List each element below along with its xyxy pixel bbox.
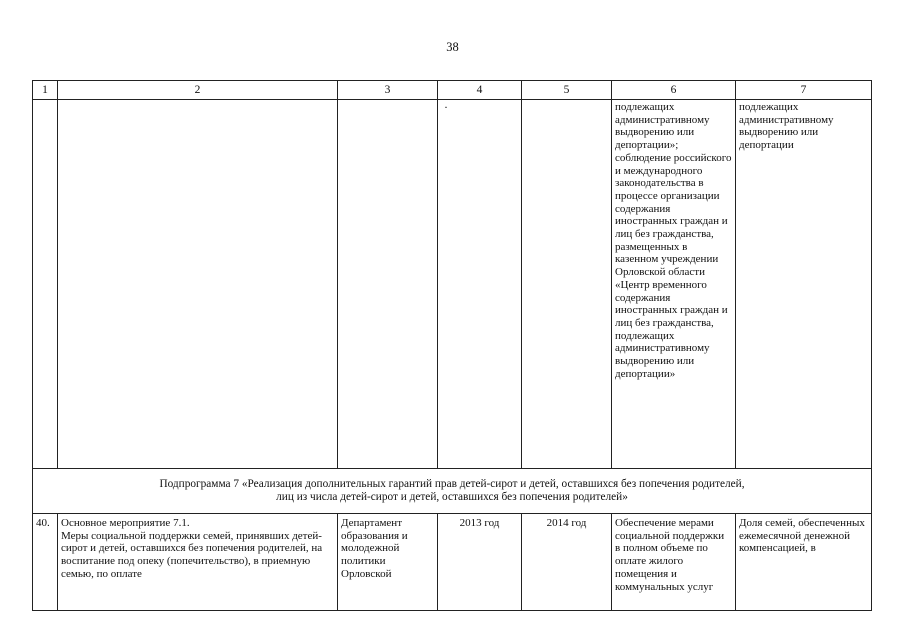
cell-end xyxy=(522,100,612,469)
cell-start: 2013 год xyxy=(438,514,522,611)
measure-description: Меры социальной поддержки семей, принявших детей-сирот и детей, оставшихся без попечения родителей, на воспитание под опеку (попечительство), в приемную семью, по оплате xyxy=(61,529,323,580)
cell-executor: Департамент образования и молодежной политики Орловской xyxy=(338,514,438,611)
column-header: 4 xyxy=(438,81,522,100)
cell-end: 2014 год xyxy=(522,514,612,611)
column-header: 6 xyxy=(612,81,736,100)
cell-measure xyxy=(58,514,338,611)
column-header: 3 xyxy=(338,81,438,100)
column-number-row xyxy=(33,81,872,100)
subprogram-heading xyxy=(33,469,872,514)
cell-start xyxy=(438,100,522,469)
cell-indicator: Доля семей, обеспеченных ежемесячной денежной компенсацией, в xyxy=(736,514,872,611)
cell-num: 40. xyxy=(33,514,58,611)
cell-executor xyxy=(338,100,438,469)
column-header: 1 xyxy=(33,81,58,100)
column-header: 7 xyxy=(736,81,872,100)
table-row xyxy=(33,100,872,469)
cell-result: Обеспечение мерами социальной поддержки в полном объеме по оплате жилого помещения и коммунальных услуг xyxy=(612,514,736,611)
page-number: 38 xyxy=(446,40,459,54)
subprogram-line-2: лиц из числа детей-сирот и детей, оставшихся без попечения родителей» xyxy=(276,491,628,503)
column-header: 5 xyxy=(522,81,612,100)
cell-measure xyxy=(58,100,338,469)
cell-indicator: подлежащих административному выдворению или депортации xyxy=(736,100,872,469)
cell-result: подлежащих административному выдворению или депортации»; соблюдение российского и международного законодательства в процессе организации содержания иностранных граждан и лиц без гражданства, размещенных в казенном учреждении Орловской области «Центр временного содержания иностранных граждан и лиц без гражданства, подлежащих административному выдворению или депортации» xyxy=(612,100,736,469)
measure-title: Основное мероприятие 7.1. xyxy=(61,517,190,529)
stray-mark: · xyxy=(444,100,448,114)
table-row xyxy=(33,514,872,611)
subprogram-line-1: Подпрограмма 7 «Реализация дополнительных гарантий прав детей-сирот и детей, оставшихся без попечения родителей, xyxy=(159,478,745,490)
column-header: 2 xyxy=(58,81,338,100)
cell-num xyxy=(33,100,58,469)
program-table xyxy=(32,80,872,611)
subprogram-row xyxy=(33,469,872,514)
